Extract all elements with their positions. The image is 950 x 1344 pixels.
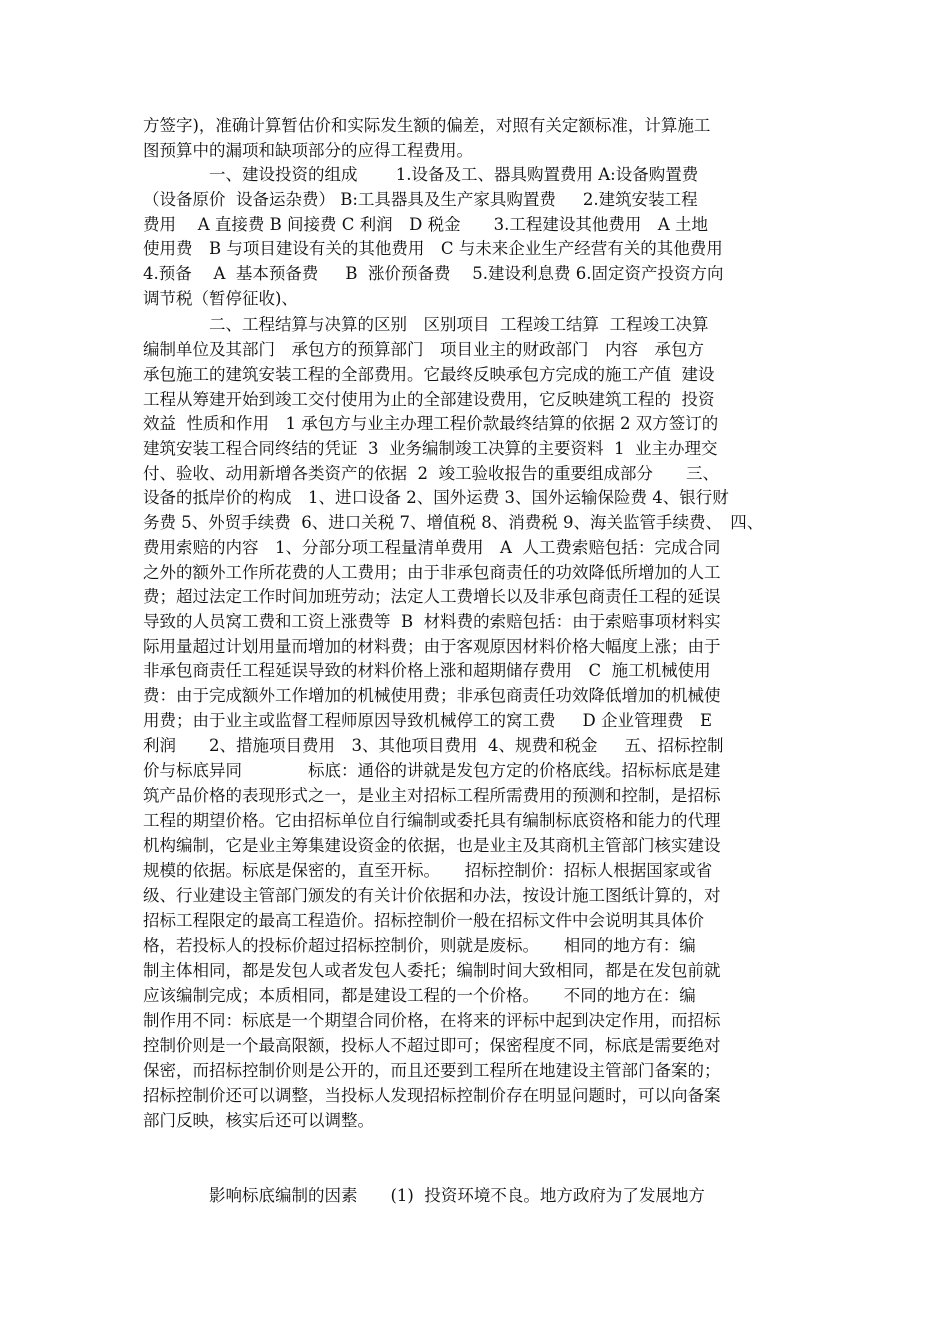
text-line: 部门反映，核实后还可以调整。 [143,1111,374,1130]
text-line: 格，若投标人的投标价超过招标控制价，则就是废标。 相同的地方有：编 [143,936,696,955]
text-line: 招标工程限定的最高工程造价。招标控制价一般在招标文件中会说明其具体价 [143,911,704,930]
text-line: 二、工程结算与决算的区别 区别项目 工程竣工结算 工程竣工决算 [143,315,709,334]
text-line: 导致的人员窝工费和工资上涨费等 B 材料费的索赔包括：由于索赔事项材料实 [143,612,721,631]
text-line: 影响标底编制的因素 (1) 投资环境不良。地方政府为了发展地方 [143,1186,705,1205]
text-line: 方签字)，准确计算暂估价和实际发生额的偏差，对照有关定额标准，计算施工 [143,116,711,135]
text-line: 工程从筹建开始到竣工交付使用为止的全部建设费用，它反映建筑工程的 投资 [143,390,715,409]
text-line: 费；超过法定工作时间加班劳动；法定人工费增长以及非承包商责任工程的延误 [143,587,721,606]
text-line: 控制价则是一个最高限额，投标人不超过即可；保密程度不同，标底是需要绝对 [143,1036,721,1055]
text-line: 建筑安装工程合同终结的凭证 3 业务编制竣工决算的主要资料 1 业主办理交 [143,439,718,458]
text-line: 图预算中的漏项和缺项部分的应得工程费用。 [143,141,473,160]
text-line: 费：由于完成额外工作增加的机械使用费；非承包商责任功效降低增加的机械使 [143,686,721,705]
text-line: 际用量超过计划用量而增加的材料费；由于客观原因材料价格大幅度上涨；由于 [143,637,721,656]
text-line: 一、建设投资的组成 1.设备及工、器具购置费用 A:设备购置费 [143,165,699,184]
text-line: 利润 2、措施项目费用 3、其他项目费用 4、规费和税金 五、招标控制 [143,736,724,755]
text-line: 费用索赔的内容 1、分部分项工程量清单费用 A 人工费索赔包括：完成合同 [143,538,721,557]
text-line: 招标控制价还可以调整，当投标人发现招标控制价存在明显问题时，可以向备案 [143,1086,721,1105]
text-line: 保密，而招标控制价则是公开的，而且还要到工程所在地建设主管部门备案的； [143,1061,721,1080]
text-line [143,1134,807,1158]
text-line: 应该编制完成；本质相同，都是建设工程的一个价格。 不同的地方在：编 [143,986,696,1005]
text-line: 制主体相同，都是发包人或者发包人委托；编制时间大致相同，都是在发包前就 [143,961,721,980]
text-line: 用费；由于业主或监督工程师原因导致机械停工的窝工费 D 企业管理费 E [143,711,713,730]
text-line: 调节税（暂停征收)、 [143,289,298,308]
text-line: 机构编制，它是业主筹集建设资金的依据，也是业主及其商机主管部门核实建设 [143,836,721,855]
text-line [143,1159,807,1183]
text-line: 使用费 B 与项目建设有关的其他费用 C 与未来企业生产经营有关的其他费用 [143,239,723,258]
text-line: 规模的依据。标底是保密的，直至开标。 招标控制价：招标人根据国家或省 [143,861,713,880]
text-line: 制作用不同：标底是一个期望合同价格，在将来的评标中起到决定作用，而招标 [143,1011,721,1030]
text-line: 之外的额外工作所花费的人工费用；由于非承包商责任的功效降低所增加的人工 [143,563,721,582]
text-line: 务费 5、外贸手续费 6、进口关税 7、增值税 8、消费税 9、海关监管手续费、 四、 [143,513,764,532]
text-line: 编制单位及其部门 承包方的预算部门 项目业主的财政部门 内容 承包方 [143,340,704,359]
text-line: 工程的期望价格。它由招标单位自行编制或委托具有编制标底资格和能力的代理 [143,811,721,830]
text-line: 级、行业建设主管部门颁发的有关计价依据和办法，按设计施工图纸计算的，对 [143,886,721,905]
text-line: 承包施工的建筑安装工程的全部费用。它最终反映承包方完成的施工产值 建设 [143,365,715,384]
text-line: （设备原价 设备运杂费） B:工具器具及生产家具购置费 2.建筑安装工程 [143,190,698,209]
text-line: 付、验收、动用新增各类资产的依据 2 竣工验收报告的重要组成部分 三、 [143,464,719,483]
text-line: 价与标底异同 标底：通俗的讲就是发包方定的价格底线。招标标底是建 [143,761,721,780]
text-line: 筑产品价格的表现形式之一，是业主对招标工程所需费用的预测和控制，是招标 [143,786,721,805]
text-line: 非承包商责任工程延误导致的材料价格上涨和超期储存费用 C 施工机械使用 [143,661,711,680]
text-line: 效益 性质和作用 1 承包方与业主办理工程价款最终结算的依据 2 双方签订的 [143,414,719,433]
text-line: 4.预备 A 基本预备费 B 涨价预备费 5.建设利息费 6.固定资产投资方向 [143,264,724,283]
text-line: 设备的抵岸价的构成 1、进口设备 2、国外运费 3、国外运输保险费 4、银行财 [143,488,729,507]
text-line: 费用 A 直接费 B 间接费 C 利润 D 税金 3.工程建设其他费用 A 土地 [143,215,709,234]
